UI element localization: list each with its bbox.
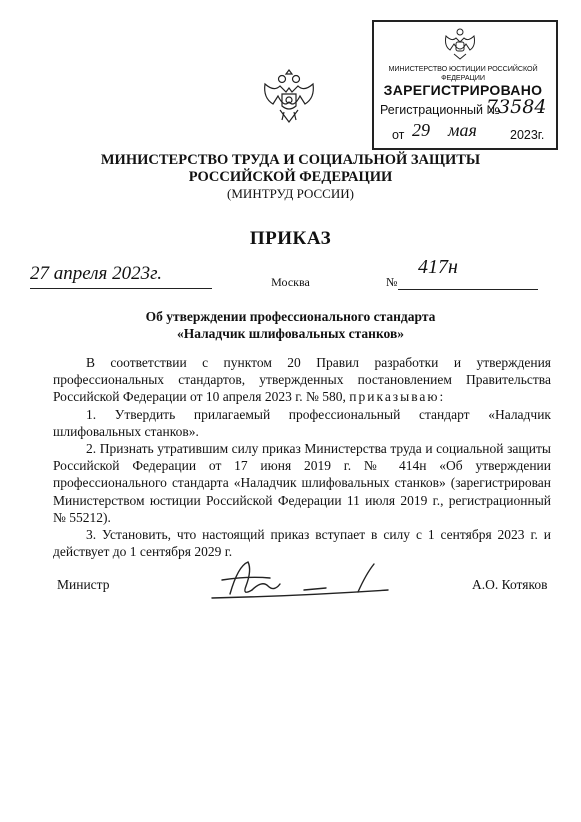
handwritten-order-number: 417н (418, 256, 458, 278)
stamp-regnum-label: Регистрационный № (380, 103, 500, 117)
number-sign: № (386, 275, 398, 289)
item-2: 2. Признать утратившим силу приказ Министерства труда и социальной защиты Российской Федерации от 17 июня 2019 г. № 414н «Об утверждении профессионального стандарта «Наладчик шлифовальных станков» (зарегистрирован Министерством юстиции Российской Федерации 11 июля 2019 г., регистрационный № 55212). (53, 441, 551, 525)
intro-paragraph (53, 354, 551, 406)
ministry-name-line2: РОССИЙСКОЙ ФЕДЕРАЦИИ (188, 169, 393, 185)
intro-text: В соответствии с пунктом 20 Правил разработки и утверждения профессиональных стандартов, утвержденных постановлением Правительства Российской Федерации от 10 апреля 2023 г. № 580, (53, 355, 551, 405)
item-3: 3. Установить, что настоящий приказ вступает в силу с 1 сентября 2023 г. и действует до 1 сентября 2029 г. (53, 527, 551, 560)
stamp-coat-of-arms-icon (440, 26, 480, 62)
ministry-name-line1: МИНИСТЕРСТВО ТРУДА И СОЦИАЛЬНОЙ ЗАЩИТЫ (100, 152, 481, 168)
order-body (53, 354, 551, 560)
stamp-regnum-value: 73584 (486, 96, 547, 118)
stamp-date-day: 29 (412, 120, 430, 140)
stamp-ministry-name: МИНИСТЕРСТВО ЮСТИЦИИ РОССИЙСКОЙ ФЕДЕРАЦИИ (388, 64, 538, 82)
ministry-short-name: (МИНТРУД РОССИИ) (227, 186, 354, 201)
number-underline (398, 289, 538, 290)
subject-line2: «Наладчик шлифовальных станков» (176, 326, 404, 341)
signatory-title: Министр (57, 577, 110, 592)
coat-of-arms-icon (260, 68, 318, 126)
item-1: 1. Утвердить прилагаемый профессиональный стандарт «Наладчик шлифовальных станков». (53, 406, 551, 439)
signatory-name: А.О. Котяков (472, 577, 548, 592)
city-label: Москва (271, 275, 310, 289)
handwritten-date: 27 апреля 2023г. (30, 263, 162, 284)
stamp-date-month: мая (448, 120, 477, 140)
stamp-registered-label: ЗАРЕГИСТРИРОВАНО (383, 82, 543, 98)
stamp-date-year: 2023г. (510, 128, 545, 142)
order-verb: приказываю: (349, 389, 446, 405)
stamp-date-prefix: от (392, 128, 405, 142)
handwritten-signature (208, 556, 398, 602)
document-type-title: ПРИКАЗ (249, 228, 332, 249)
subject-line1: Об утверждении профессионального стандарта (145, 309, 436, 324)
